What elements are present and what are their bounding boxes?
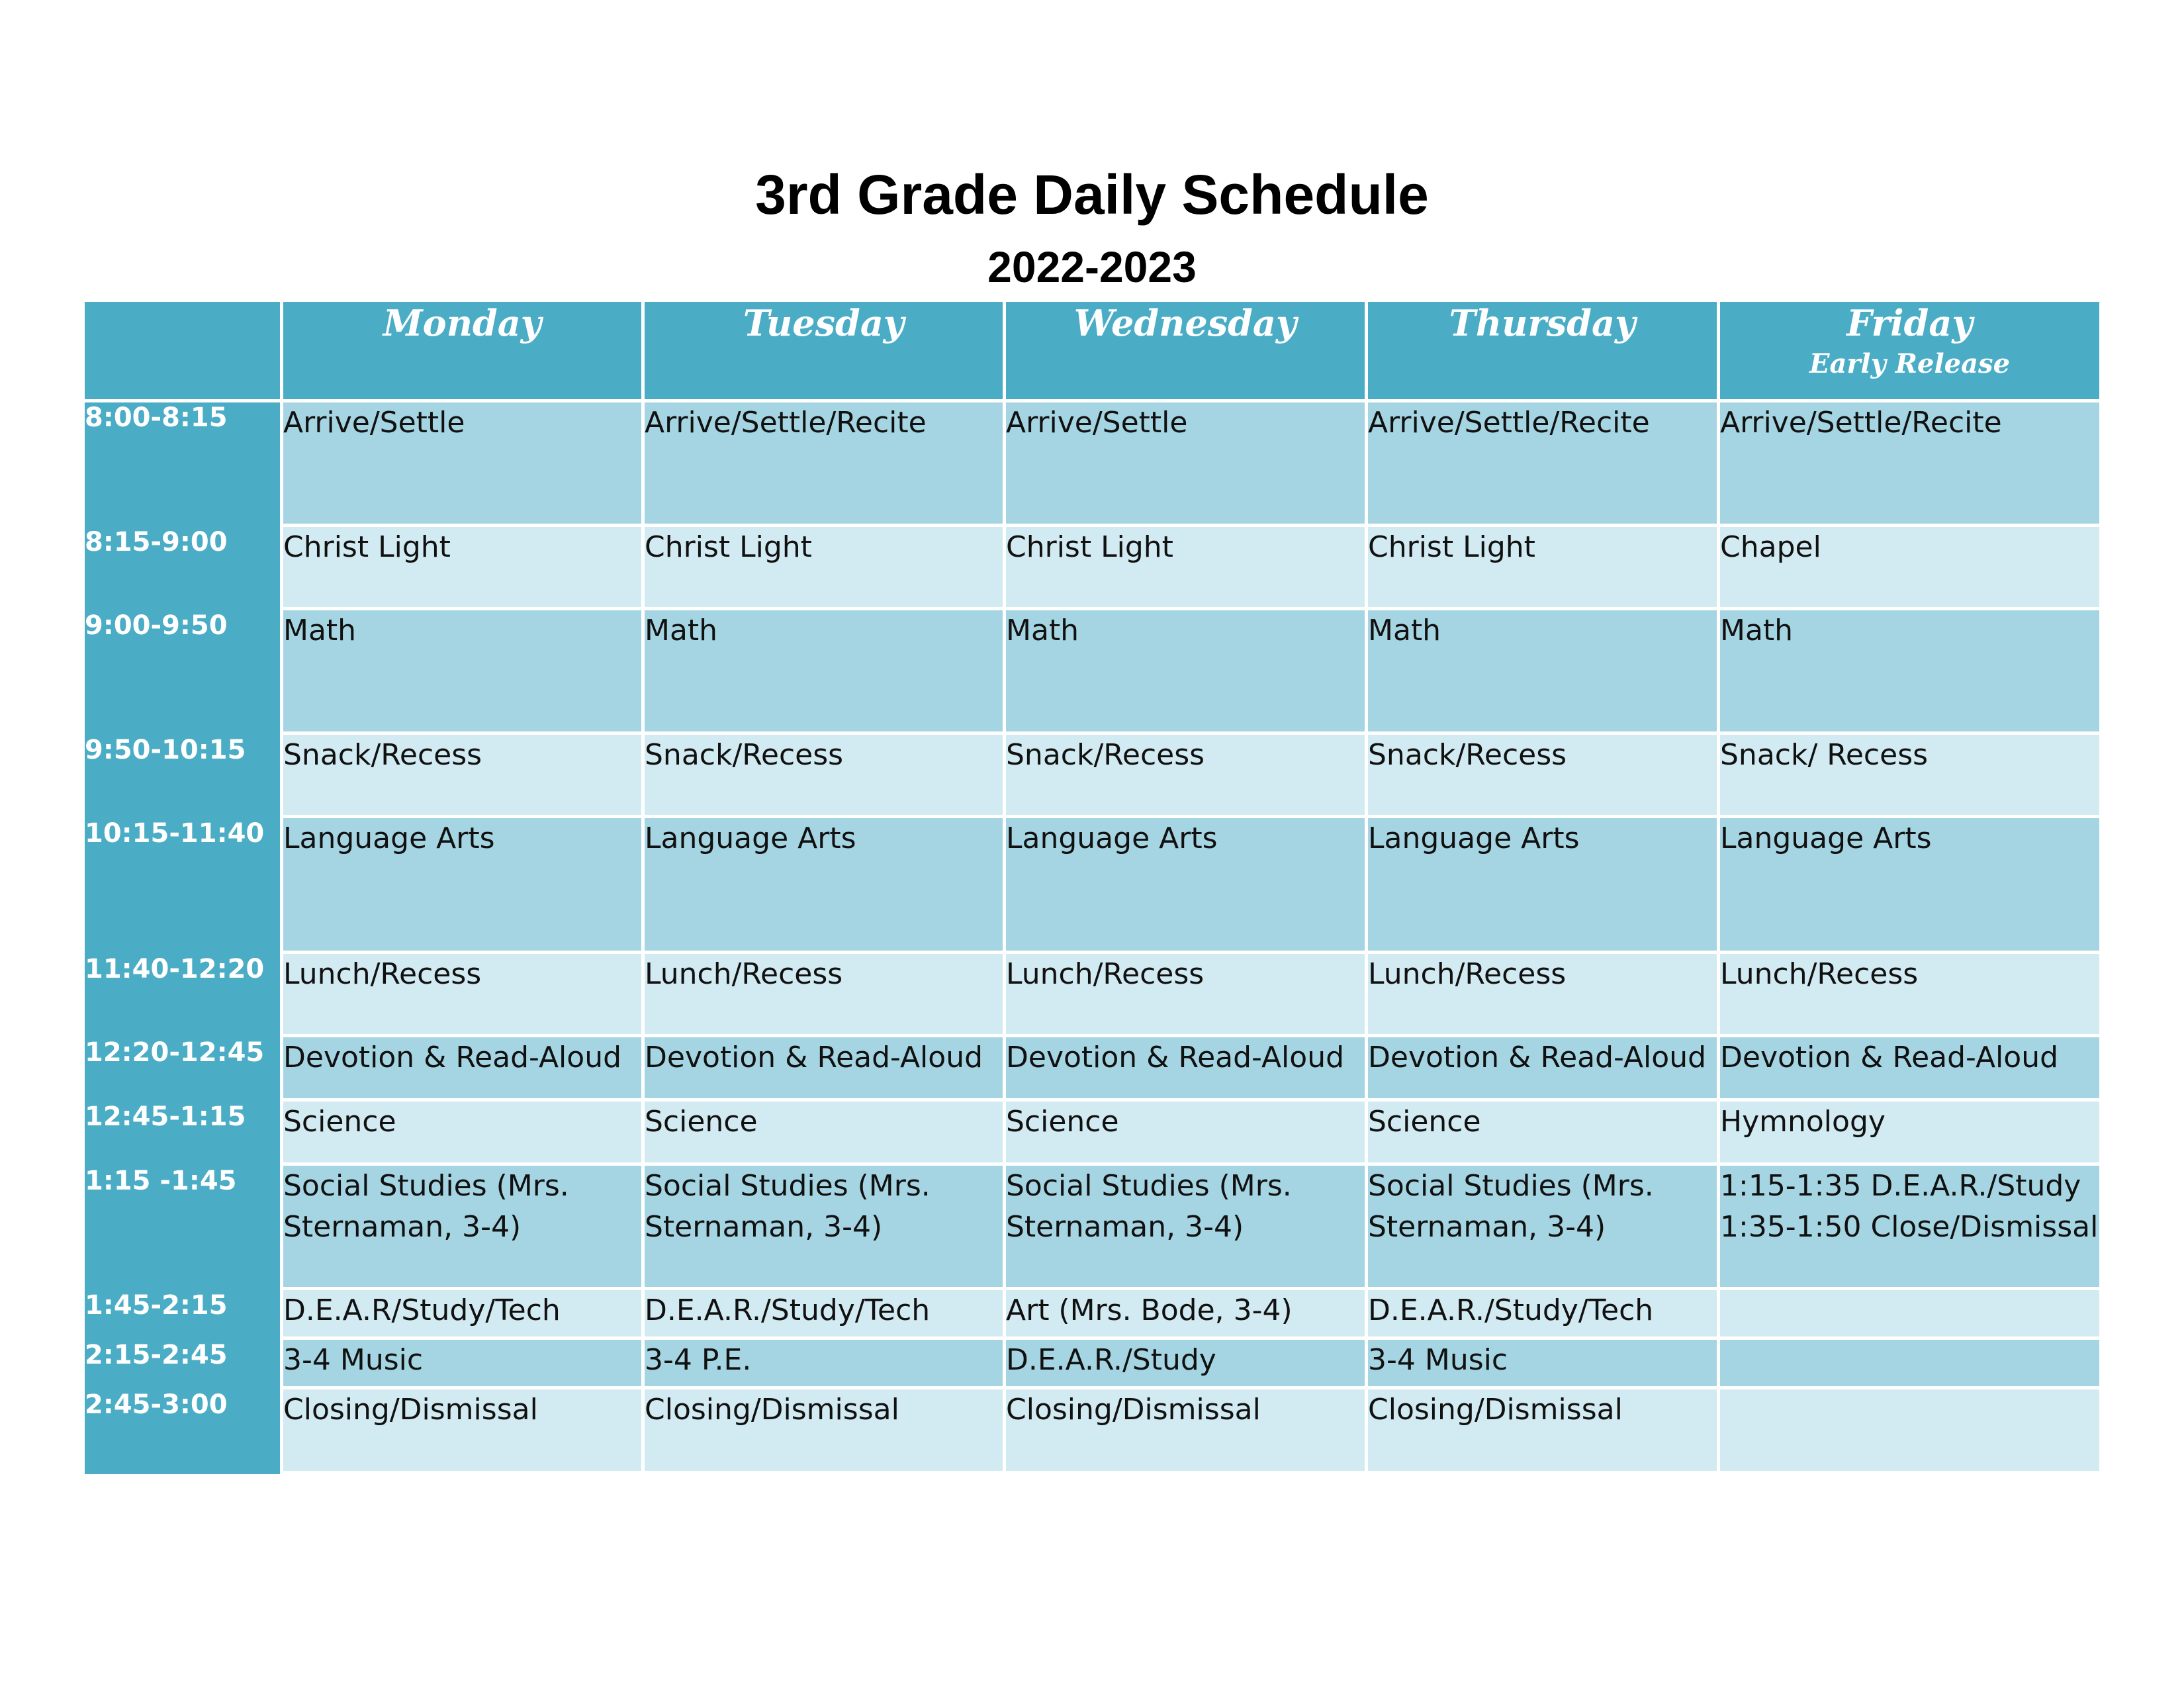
- schedule-cell: Language Arts: [283, 818, 645, 954]
- schedule-cell: [1720, 1340, 2099, 1389]
- schedule-cell: Christ Light: [1006, 527, 1368, 610]
- schedule-cell: Science: [283, 1102, 645, 1166]
- schedule-cell: Math: [1368, 610, 1720, 735]
- schedule-cell: Chapel: [1720, 527, 2099, 610]
- schedule-cell: Devotion & Read-Aloud: [1720, 1037, 2099, 1102]
- schedule-cell: Hymnology: [1720, 1102, 2099, 1166]
- time-slot: 2:45-3:00: [85, 1389, 283, 1474]
- time-slot: 10:15-11:40: [85, 818, 283, 954]
- schedule-cell: Closing/Dismissal: [645, 1389, 1006, 1474]
- schedule-cell: Arrive/Settle/Recite: [1720, 402, 2099, 527]
- schedule-row: [85, 818, 2099, 954]
- schedule-cell: Lunch/Recess: [283, 954, 645, 1037]
- time-slot: 12:45-1:15: [85, 1102, 283, 1166]
- schedule-cell: [1720, 1389, 2099, 1474]
- schedule-cell: Devotion & Read-Aloud: [645, 1037, 1006, 1102]
- day-header: [645, 302, 1006, 402]
- time-slot: 1:15 -1:45: [85, 1166, 283, 1290]
- schedule-row: [85, 1290, 2099, 1340]
- schedule-cell: Lunch/Recess: [1368, 954, 1720, 1037]
- schedule-cell: Christ Light: [1368, 527, 1720, 610]
- time-slot: 11:40-12:20: [85, 954, 283, 1037]
- day-header: [1368, 302, 1720, 402]
- schedule-cell: Language Arts: [1006, 818, 1368, 954]
- schedule-cell: 3-4 P.E.: [645, 1340, 1006, 1389]
- time-slot: 8:15-9:00: [85, 527, 283, 610]
- schedule-cell: Science: [1006, 1102, 1368, 1166]
- header-row: [85, 302, 2099, 402]
- schedule-cell: Arrive/Settle/Recite: [1368, 402, 1720, 527]
- schedule-row: [85, 735, 2099, 818]
- time-slot: 2:15-2:45: [85, 1340, 283, 1389]
- schedule-cell: Math: [283, 610, 645, 735]
- schedule-cell: Science: [645, 1102, 1006, 1166]
- page-title: 3rd Grade Daily Schedule: [755, 164, 1429, 226]
- schedule-row: [85, 1102, 2099, 1166]
- schedule-cell: Science: [1368, 1102, 1720, 1166]
- schedule-row: [85, 954, 2099, 1037]
- schedule-cell: Art (Mrs. Bode, 3-4): [1006, 1290, 1368, 1340]
- schedule-cell: Snack/Recess: [1368, 735, 1720, 818]
- schedule-row: [85, 1389, 2099, 1474]
- schedule-cell: Social Studies (Mrs. Sternaman, 3-4): [1006, 1166, 1368, 1290]
- schedule-cell: Language Arts: [1368, 818, 1720, 954]
- schedule-cell: Social Studies (Mrs. Sternaman, 3-4): [283, 1166, 645, 1290]
- schedule-cell: 3-4 Music: [1368, 1340, 1720, 1389]
- schedule-cell: Snack/Recess: [283, 735, 645, 818]
- time-slot: 12:20-12:45: [85, 1037, 283, 1102]
- header-corner: [85, 302, 283, 402]
- schedule-cell: Closing/Dismissal: [1368, 1389, 1720, 1474]
- schedule-cell: Math: [1720, 610, 2099, 735]
- schedule-row: [85, 527, 2099, 610]
- day-note: Early Release: [1809, 348, 2011, 379]
- day-name: Wednesday: [1073, 302, 1297, 344]
- schedule-cell: Lunch/Recess: [1720, 954, 2099, 1037]
- schedule-cell: D.E.A.R./Study: [1006, 1340, 1368, 1389]
- schedule-cell: Social Studies (Mrs. Sternaman, 3-4): [1368, 1166, 1720, 1290]
- schedule-cell: Snack/Recess: [1006, 735, 1368, 818]
- schedule-row: [85, 402, 2099, 527]
- schedule-cell: Devotion & Read-Aloud: [1368, 1037, 1720, 1102]
- schedule-cell: Lunch/Recess: [1006, 954, 1368, 1037]
- schedule-cell: Math: [645, 610, 1006, 735]
- day-name: Monday: [383, 302, 542, 344]
- schedule-cell: Closing/Dismissal: [283, 1389, 645, 1474]
- day-header: [283, 302, 645, 402]
- schedule-cell: Christ Light: [283, 527, 645, 610]
- schedule-cell: Arrive/Settle: [283, 402, 645, 527]
- day-name: Tuesday: [743, 302, 905, 344]
- schedule-cell: [1720, 1290, 2099, 1340]
- schedule-cell: Arrive/Settle/Recite: [645, 402, 1006, 527]
- day-header: [1006, 302, 1368, 402]
- schedule-cell: Social Studies (Mrs. Sternaman, 3-4): [645, 1166, 1006, 1290]
- page-subtitle: 2022-2023: [987, 242, 1197, 291]
- time-slot: 9:50-10:15: [85, 735, 283, 818]
- schedule-cell: Devotion & Read-Aloud: [283, 1037, 645, 1102]
- schedule-row: [85, 610, 2099, 735]
- schedule-table: [85, 302, 2099, 1474]
- schedule-cell: Snack/Recess: [645, 735, 1006, 818]
- schedule-cell: D.E.A.R./Study/Tech: [645, 1290, 1006, 1340]
- schedule-cell: D.E.A.R/Study/Tech: [283, 1290, 645, 1340]
- schedule-cell: Language Arts: [645, 818, 1006, 954]
- schedule-cell: Arrive/Settle: [1006, 402, 1368, 527]
- schedule-cell: 1:15-1:35 D.E.A.R./Study 1:35-1:50 Close/Dismissal: [1720, 1166, 2099, 1290]
- schedule-cell: Devotion & Read-Aloud: [1006, 1037, 1368, 1102]
- schedule-cell: Lunch/Recess: [645, 954, 1006, 1037]
- schedule-cell: Closing/Dismissal: [1006, 1389, 1368, 1474]
- schedule-row: [85, 1037, 2099, 1102]
- time-slot: 8:00-8:15: [85, 402, 283, 527]
- schedule-cell: Math: [1006, 610, 1368, 735]
- schedule-row: [85, 1166, 2099, 1290]
- time-slot: 1:45-2:15: [85, 1290, 283, 1340]
- time-slot: 9:00-9:50: [85, 610, 283, 735]
- schedule-cell: D.E.A.R./Study/Tech: [1368, 1290, 1720, 1340]
- schedule-cell: Christ Light: [645, 527, 1006, 610]
- day-name: Thursday: [1449, 302, 1636, 344]
- schedule-row: [85, 1340, 2099, 1389]
- schedule-cell: Snack/ Recess: [1720, 735, 2099, 818]
- schedule-cell: Language Arts: [1720, 818, 2099, 954]
- day-header: [1720, 302, 2099, 402]
- schedule-cell: 3-4 Music: [283, 1340, 645, 1389]
- day-name: Friday: [1846, 302, 1973, 344]
